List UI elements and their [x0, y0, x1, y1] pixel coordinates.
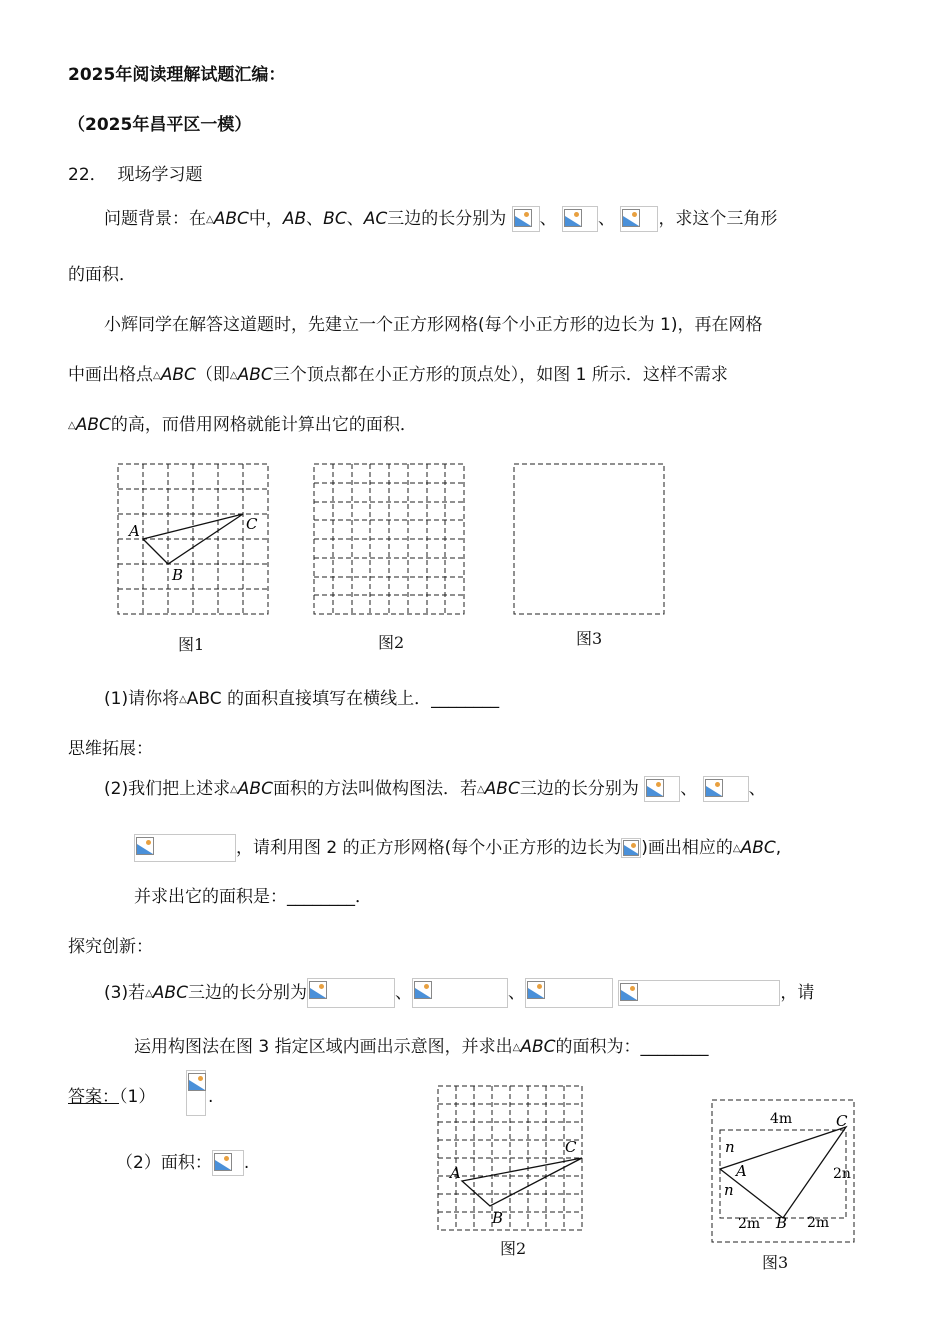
label-2m-left: 2m	[738, 1216, 761, 1232]
answer-blank[interactable]: ________	[640, 1037, 709, 1057]
answer-figure-3-caption: 图3	[762, 1253, 789, 1272]
formula-image	[525, 978, 613, 1008]
text: 面积的方法叫做构图法．若	[272, 779, 477, 799]
formula-image	[212, 1150, 244, 1176]
text-bc: BC	[323, 209, 347, 229]
answer-part-2	[116, 1150, 249, 1176]
text: (3)若	[104, 983, 146, 1003]
image-icon	[214, 1153, 232, 1171]
answer-label: 答案：	[68, 1087, 119, 1107]
formula-image	[562, 206, 598, 232]
text-abc: ABC	[484, 779, 520, 799]
problem-number: 22．	[68, 165, 107, 185]
triangle-icon: △	[732, 843, 741, 854]
label-c: C	[836, 1112, 848, 1130]
answer-figure-2	[432, 1080, 592, 1240]
paragraph-line-1: 小辉同学在解答这道题时，先建立一个正方形网格(每个小正方形的边长为 1)，再在网格	[104, 315, 763, 335]
text: 的面积直接填写在横线上．	[221, 689, 432, 709]
label-a: A	[736, 1162, 747, 1180]
problem-title	[68, 164, 202, 186]
formula-image	[703, 776, 749, 802]
text-abc: ABC	[160, 365, 196, 385]
text-abc: ABC	[186, 689, 222, 709]
label-b: B	[172, 566, 184, 584]
formula-image	[134, 834, 236, 862]
answer-part-1	[68, 1086, 155, 1108]
text: 的高，而借用网格就能计算出它的面积．	[110, 415, 417, 435]
text-abc: ABC	[237, 365, 273, 385]
answer-blank[interactable]: ________	[431, 689, 500, 709]
triangle-icon: △	[68, 420, 76, 431]
formula-image	[621, 838, 641, 858]
question-2-line-1	[104, 776, 766, 803]
text: 并求出它的面积是：	[134, 887, 287, 907]
label-n-top: n	[725, 1138, 735, 1156]
paragraph-line-2	[68, 364, 728, 389]
text: 、	[539, 209, 557, 229]
question-1	[104, 688, 499, 713]
triangle-icon: △	[476, 784, 485, 795]
formula-image	[644, 776, 680, 802]
text-abc: ABC	[520, 1037, 556, 1057]
triangle-icon: △	[145, 988, 153, 999]
image-icon	[564, 209, 582, 227]
source-label: （2025年昌平区一模）	[68, 115, 252, 135]
triangle-icon: △	[153, 370, 161, 381]
text: 三个顶点都在小正方形的顶点处），如图 1 所示．这样不需求	[272, 365, 728, 385]
triangle-icon: △	[229, 370, 238, 381]
text: 三边的长分别为	[187, 983, 307, 1003]
text-abc: ABC	[152, 983, 188, 1003]
text-ab: AB	[282, 209, 307, 229]
figure-1-grid	[110, 458, 280, 623]
figure-3-area	[506, 458, 676, 623]
image-icon	[622, 209, 640, 227]
text: ，求这个三角形	[658, 209, 778, 229]
text: ．	[355, 887, 372, 907]
triangle-icon: △	[512, 1042, 521, 1053]
background-line-2: 的面积．	[68, 265, 136, 285]
triangle-icon: △	[230, 784, 238, 795]
answer-dot: .	[208, 1087, 214, 1107]
text: 的面积为：	[555, 1037, 641, 1057]
formula-image	[618, 980, 780, 1006]
text: 、	[346, 209, 364, 229]
text: 、	[306, 209, 324, 229]
image-icon	[136, 837, 154, 855]
label-n-bottom: n	[724, 1181, 734, 1199]
question-2-line-3	[134, 886, 372, 908]
label-c: C	[246, 515, 258, 533]
text-abc: ABC	[740, 838, 776, 858]
image-icon	[623, 840, 639, 856]
text: 问题背景：在	[104, 209, 206, 229]
figure-2-caption: 图2	[378, 633, 405, 652]
question-2-line-2	[134, 834, 781, 862]
text: ,	[775, 838, 782, 858]
text: （1）	[119, 1087, 156, 1107]
answer-figure-3	[706, 1094, 862, 1246]
image-icon	[514, 209, 532, 227]
text: )画出相应的	[641, 838, 733, 858]
text: 、	[748, 779, 766, 799]
text: 三边的长分别为	[519, 779, 639, 799]
image-icon	[620, 983, 638, 1001]
text-ac: AC	[363, 209, 388, 229]
answer-figure-2-caption: 图2	[500, 1239, 527, 1258]
label-c: C	[565, 1138, 577, 1156]
text: .	[243, 1153, 250, 1173]
image-icon	[527, 981, 545, 999]
triangle-icon: △	[206, 214, 214, 225]
image-icon	[414, 981, 432, 999]
label-2m-right: 2m	[807, 1215, 830, 1231]
image-icon	[705, 779, 723, 797]
problem-title-text: 现场学习题	[117, 165, 203, 185]
formula-image	[512, 206, 540, 232]
formula-image	[307, 978, 395, 1008]
paragraph-line-3	[68, 414, 417, 439]
text: 运用构图法在图 3 指定区域内画出示意图，并求出	[134, 1037, 513, 1057]
document-heading: 2025年阅读理解试题汇编：	[68, 65, 286, 85]
figure-1-caption: 图1	[178, 635, 205, 654]
label-a: A	[129, 522, 140, 540]
text: 、	[394, 983, 412, 1003]
label-b: B	[492, 1209, 504, 1227]
formula-image	[620, 206, 658, 232]
figure-2-grid	[306, 458, 476, 623]
section-thinking-extension: 思维拓展：	[68, 739, 153, 759]
text: 、	[680, 779, 698, 799]
question-3-line-2	[134, 1036, 709, 1061]
image-icon	[309, 981, 327, 999]
question-3-line-1	[104, 978, 814, 1008]
image-icon	[188, 1073, 206, 1091]
text-abc: ABC	[237, 779, 273, 799]
figure-3-caption: 图3	[576, 629, 603, 648]
text: 中画出格点	[68, 365, 153, 385]
label-4m: 4m	[770, 1111, 793, 1127]
triangle-icon: △	[179, 694, 187, 705]
label-a: A	[450, 1164, 461, 1182]
text: ，请利用图 2 的正方形网格(每个小正方形的边长为	[236, 838, 622, 858]
section-exploration: 探究创新：	[68, 937, 153, 957]
image-icon	[646, 779, 664, 797]
text: 中，	[248, 209, 283, 229]
label-2n: 2n	[833, 1166, 851, 1182]
formula-image	[412, 978, 508, 1008]
label-b: B	[776, 1214, 788, 1232]
answer-formula-image	[186, 1070, 206, 1116]
text: (1)请你将	[104, 689, 180, 709]
text: （2）面积：	[116, 1153, 212, 1173]
answer-blank[interactable]: ________	[287, 887, 355, 907]
text-abc: ABC	[213, 209, 249, 229]
text: 、	[507, 983, 525, 1003]
text: (2)我们把上述求	[104, 779, 231, 799]
text: （即	[195, 365, 230, 385]
text: 、	[598, 209, 616, 229]
text: 三边的长分别为	[387, 209, 507, 229]
background-line-1	[104, 206, 777, 233]
text: ，请	[780, 983, 815, 1003]
text-abc: ABC	[75, 415, 111, 435]
